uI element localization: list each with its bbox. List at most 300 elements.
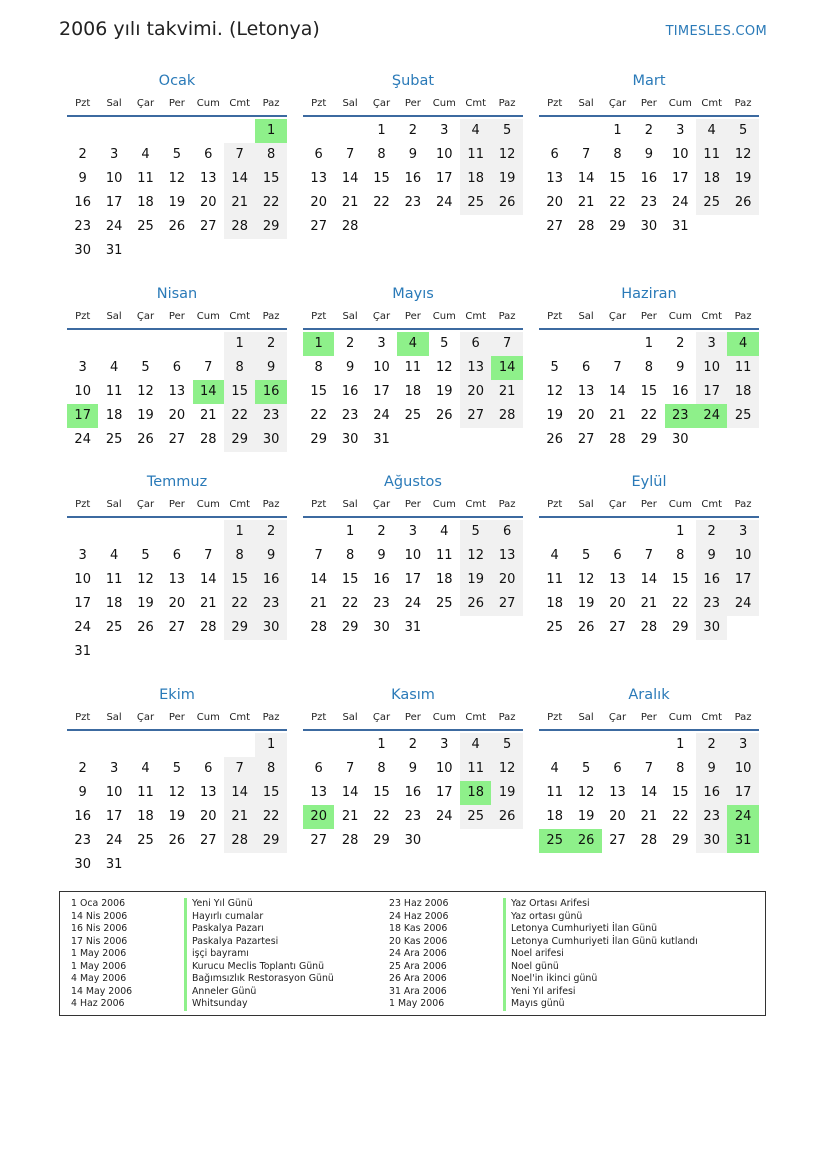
day-cell: 14 [609,384,626,399]
day-cell: 3 [78,548,87,563]
weekday-label: Çar [372,311,391,322]
day-cell: 11 [734,360,752,375]
day-cell: 5 [141,360,150,375]
day-cell: 28 [200,432,217,447]
day-cell: 31 [373,432,390,447]
weekday-label: Çar [372,98,391,109]
day-cell: 9 [377,548,386,563]
legend-date: 1 May 2006 [71,960,127,972]
weekday-label: Sal [106,712,122,723]
header-rule [303,516,523,518]
day-cell: 19 [546,408,563,423]
day-cell: 13 [577,384,595,399]
day-cell: 5 [550,360,559,375]
weekday-label: Pzt [547,499,563,510]
holiday-day-cell: 14 [193,380,224,404]
day-cell: 11 [703,147,720,162]
weekday-label: Sal [342,712,358,723]
legend-date: 23 Haz 2006 [389,898,449,909]
weekday-label: Per [404,98,421,109]
day-cell: 16 [341,384,359,399]
day-cell: 22 [262,195,280,210]
month-title: Şubat [391,73,435,89]
day-cell: 27 [310,219,327,234]
weekday-label: Paz [498,311,516,322]
day-cell: 10 [436,761,453,776]
page-title: 2006 yılı takvimi. (Letonya) [59,18,320,40]
weekday-label: Cum [668,712,692,723]
day-cell: 2 [78,761,87,776]
weekday-label: Per [168,311,185,322]
day-cell: 15 [262,171,280,186]
day-cell: 7 [644,548,654,563]
day-cell: 28 [341,833,359,848]
day-cell: 29 [672,620,689,635]
day-cell: 30 [74,243,91,258]
day-cell: 22 [310,408,327,423]
header-rule [539,115,759,117]
day-cell: 12 [168,785,186,800]
weekday-label: Cum [196,712,220,723]
day-cell: 4 [550,548,559,563]
day-cell: 2 [707,737,716,752]
day-cell: 15 [640,384,658,399]
weekday-label: Çar [136,311,155,322]
weekday-label: Per [168,499,185,510]
day-cell: 11 [467,761,484,776]
day-cell: 3 [78,360,87,375]
day-cell: 19 [577,596,595,611]
weekday-label: Paz [734,499,752,510]
weekday-header [539,311,759,327]
day-cell: 11 [546,785,563,800]
day-cell: 4 [471,123,480,138]
day-cell: 15 [672,572,689,587]
day-cell: 2 [345,336,355,351]
day-cell: 25 [467,195,484,210]
day-cell: 20 [168,596,186,611]
day-cell: 6 [204,761,213,776]
day-cell: 21 [231,809,248,824]
day-cell: 23 [373,596,390,611]
legend-names-right [503,898,698,1011]
day-cell: 11 [137,785,154,800]
legend-date: 25 Ara 2006 [389,960,447,972]
day-cell: 25 [703,195,720,210]
day-cell: 11 [404,360,422,375]
day-cell: 29 [310,432,327,447]
day-cell: 13 [168,572,186,587]
weekday-label: Cmt [701,712,723,723]
day-cell: 18 [546,596,563,611]
weekday-header [303,499,523,515]
day-cell: 5 [471,524,480,539]
day-cell: 31 [404,620,422,635]
day-cell: 8 [644,360,654,375]
weekday-label: Cum [668,98,692,109]
day-cell: 24 [373,408,390,423]
day-cell: 5 [738,123,748,138]
day-cell: 22 [373,195,390,210]
day-cell: 23 [341,408,359,423]
day-cell: 17 [404,572,422,587]
day-cell: 3 [109,761,119,776]
holiday-day-cell: 14 [491,356,522,380]
day-cell: 19 [467,572,484,587]
day-cell: 29 [231,432,248,447]
day-cell: 7 [581,147,591,162]
day-cell: 10 [734,548,752,563]
day-cell: 25 [436,596,453,611]
day-cell: 14 [341,171,359,186]
day-cell: 10 [734,761,752,776]
legend-dates-right [389,898,448,1011]
day-cell: 11 [436,548,453,563]
day-cell: 8 [377,761,386,776]
weekday-label: Per [168,98,185,109]
day-cell: 22 [231,596,248,611]
day-cell: 13 [168,384,186,399]
day-cell: 18 [105,408,123,423]
weekday-label: Cum [668,311,692,322]
day-cell: 27 [467,408,484,423]
day-cell: 22 [609,195,626,210]
day-cell: 18 [404,384,422,399]
day-cell: 1 [613,123,622,138]
weekday-label: Sal [106,499,122,510]
day-cell: 30 [373,620,390,635]
day-cell: 28 [640,620,658,635]
day-cell: 5 [172,147,182,162]
weekday-label: Per [640,499,657,510]
weekday-label: Pzt [311,98,327,109]
day-cell: 3 [738,524,748,539]
day-cell: 23 [74,219,91,234]
legend-holiday-name: Noel arifesi [503,948,698,961]
day-cell: 6 [314,147,323,162]
day-cell: 15 [373,171,390,186]
day-cell: 29 [373,833,390,848]
day-cell: 9 [707,761,716,776]
holiday-day-cell: 1 [303,332,334,356]
day-cell: 14 [577,171,595,186]
weekday-header [303,98,523,114]
day-cell: 31 [105,243,123,258]
day-cell: 28 [231,833,248,848]
day-cell: 3 [377,336,386,351]
day-cell: 4 [707,123,716,138]
day-cell: 5 [440,336,449,351]
holiday-day-cell: 18 [460,781,491,805]
day-cell: 19 [168,809,186,824]
day-cell: 10 [105,785,123,800]
day-cell: 4 [440,524,449,539]
day-cell: 21 [231,195,248,210]
month-title: Ağustos [384,474,442,490]
day-cell: 22 [672,809,689,824]
month-title: Nisan [156,286,198,302]
header-rule [303,328,523,330]
day-cell: 23 [262,596,280,611]
day-cell: 30 [262,432,280,447]
day-cell: 17 [74,596,91,611]
month-title: Ekim [159,687,195,703]
day-cell: 5 [502,123,512,138]
brand-link[interactable]: TIMESLES.COM [665,24,767,39]
day-cell: 13 [310,785,327,800]
day-cell: 28 [200,620,217,635]
weekday-label: Sal [578,311,594,322]
day-cell: 6 [314,761,323,776]
legend-holiday-name: Yeni Yıl arifesi [503,986,698,999]
day-cell: 2 [707,524,716,539]
day-cell: 20 [498,572,516,587]
weekday-label: Per [640,98,657,109]
holiday-day-cell: 4 [397,332,428,356]
day-cell: 25 [404,408,422,423]
legend-date: 20 Kas 2006 [389,935,448,947]
month-title: Temmuz [146,474,208,490]
day-cell: 31 [672,219,689,234]
legend-date: 14 May 2006 [71,985,133,997]
day-cell: 15 [341,572,359,587]
day-cell: 14 [231,785,248,800]
day-cell: 10 [703,360,720,375]
day-cell: 20 [467,384,484,399]
holiday-day-cell: 26 [570,829,601,853]
day-cell: 12 [734,147,752,162]
day-cell: 19 [734,171,752,186]
weekday-label: Çar [136,712,155,723]
day-cell: 21 [609,408,626,423]
day-cell: 17 [734,572,752,587]
day-cell: 29 [262,833,280,848]
day-cell: 29 [262,219,280,234]
day-cell: 1 [377,123,386,138]
weekday-label: Paz [262,311,280,322]
day-cell: 27 [310,833,327,848]
legend-date: 4 May 2006 [71,973,127,985]
weekday-label: Sal [342,499,358,510]
holiday-day-cell: 16 [255,380,286,404]
day-cell: 30 [262,620,280,635]
weekday-label: Paz [498,98,516,109]
day-cell: 15 [609,171,626,186]
day-cell: 11 [137,171,154,186]
day-cell: 4 [141,147,150,162]
day-cell: 15 [231,384,248,399]
day-cell: 13 [467,360,484,375]
day-cell: 1 [345,524,355,539]
day-cell: 19 [436,384,453,399]
header-rule [67,516,287,518]
weekday-label: Per [168,712,185,723]
header-rule [67,115,287,117]
day-cell: 8 [314,360,323,375]
weekday-label: Cmt [229,311,251,322]
weekday-label: Per [404,712,421,723]
weekday-label: Per [404,499,421,510]
weekday-label: Cum [432,499,456,510]
day-cell: 7 [345,761,355,776]
legend-holiday-name: Paskalya Pazartesi [184,936,334,949]
day-cell: 12 [577,572,595,587]
day-cell: 4 [109,548,119,563]
day-cell: 3 [408,524,418,539]
header-rule [67,328,287,330]
day-cell: 18 [703,171,720,186]
weekday-label: Çar [608,499,627,510]
weekday-label: Pzt [75,98,91,109]
day-cell: 10 [74,384,91,399]
day-cell: 6 [502,524,512,539]
holiday-day-cell: 31 [727,829,758,853]
day-cell: 16 [703,572,720,587]
weekday-label: Çar [372,499,391,510]
day-cell: 7 [314,548,323,563]
weekday-label: Cmt [701,499,723,510]
weekday-label: Sal [342,98,358,109]
day-cell: 26 [734,195,752,210]
day-cell: 28 [640,833,658,848]
day-cell: 25 [137,833,154,848]
day-cell: 13 [498,548,516,563]
legend-date: 24 Haz 2006 [389,910,449,922]
day-cell: 27 [609,620,626,635]
day-cell: 14 [231,171,248,186]
day-cell: 5 [581,548,591,563]
day-cell: 21 [341,195,359,210]
day-cell: 18 [137,809,154,824]
day-cell: 6 [204,147,213,162]
day-cell: 16 [404,785,422,800]
day-cell: 11 [467,147,484,162]
weekday-label: Cum [668,499,692,510]
day-cell: 7 [204,548,213,563]
day-cell: 25 [734,408,752,423]
day-cell: 28 [341,219,359,234]
weekday-label: Pzt [547,98,563,109]
day-cell: 5 [502,737,512,752]
day-cell: 24 [436,195,453,210]
day-cell: 9 [78,171,87,186]
day-cell: 13 [200,785,217,800]
day-cell: 19 [498,785,516,800]
day-cell: 16 [262,572,280,587]
day-cell: 26 [498,809,516,824]
day-cell: 5 [172,761,182,776]
day-cell: 25 [467,809,484,824]
day-cell: 16 [74,195,91,210]
day-cell: 1 [235,336,244,351]
day-cell: 31 [74,644,91,659]
day-cell: 2 [644,123,654,138]
weekday-label: Paz [734,98,752,109]
day-cell: 19 [498,171,516,186]
day-cell: 2 [266,524,276,539]
day-cell: 27 [168,620,186,635]
weekday-label: Çar [608,98,627,109]
day-cell: 27 [168,432,186,447]
day-cell: 18 [734,384,752,399]
day-cell: 13 [200,171,217,186]
day-cell: 10 [373,360,390,375]
legend-date: 26 Ara 2006 [389,973,447,985]
day-cell: 4 [141,761,150,776]
day-cell: 13 [310,171,327,186]
day-cell: 12 [168,171,186,186]
day-cell: 13 [609,572,626,587]
weekday-header [303,712,523,728]
holiday-day-cell: 1 [255,119,286,143]
weekday-label: Pzt [311,499,327,510]
day-cell: 16 [373,572,390,587]
day-cell: 21 [640,809,658,824]
day-cell: 17 [373,384,390,399]
weekday-label: Cmt [465,712,487,723]
day-cell: 21 [310,596,327,611]
day-cell: 1 [676,737,685,752]
day-cell: 9 [644,147,654,162]
day-cell: 15 [373,785,390,800]
day-cell: 9 [408,147,418,162]
header-rule [67,729,287,731]
day-cell: 6 [471,336,480,351]
legend-holiday-name: Bağımsızlık Restorasyon Günü [184,973,334,986]
day-cell: 23 [640,195,658,210]
day-cell: 29 [640,432,658,447]
holiday-day-cell: 25 [539,829,570,853]
weekday-label: Cmt [465,499,487,510]
day-cell: 20 [609,809,626,824]
day-cell: 27 [200,833,217,848]
legend-holiday-name: Yeni Yıl Günü [184,898,334,911]
day-cell: 27 [200,219,217,234]
month-title: Eylül [631,474,667,490]
day-cell: 2 [266,336,276,351]
day-cell: 30 [341,432,359,447]
day-cell: 20 [200,195,217,210]
header-rule [539,328,759,330]
legend-holiday-name: Letonya Cumhuriyeti İlan Günü [503,923,698,936]
day-cell: 7 [345,147,355,162]
legend-holiday-name: Hayırlı cumalar [184,911,334,924]
legend-names-left [184,898,334,1011]
weekday-label: Cmt [465,311,487,322]
day-cell: 25 [105,620,123,635]
day-cell: 16 [74,809,91,824]
day-cell: 7 [235,147,244,162]
weekday-label: Sal [106,311,122,322]
weekday-label: Cmt [229,98,251,109]
header-rule [539,729,759,731]
day-cell: 21 [498,384,516,399]
weekday-header [303,311,523,327]
day-cell: 22 [231,408,248,423]
day-cell: 1 [676,524,685,539]
day-cell: 30 [640,219,658,234]
day-cell: 26 [577,620,595,635]
day-cell: 14 [640,785,658,800]
weekday-label: Pzt [75,499,91,510]
day-cell: 9 [676,360,685,375]
legend-holiday-name: Anneler Günü [184,986,334,999]
day-cell: 8 [345,548,355,563]
weekday-label: Pzt [75,712,91,723]
day-cell: 7 [644,761,654,776]
day-cell: 18 [137,195,154,210]
weekday-label: Sal [106,98,122,109]
